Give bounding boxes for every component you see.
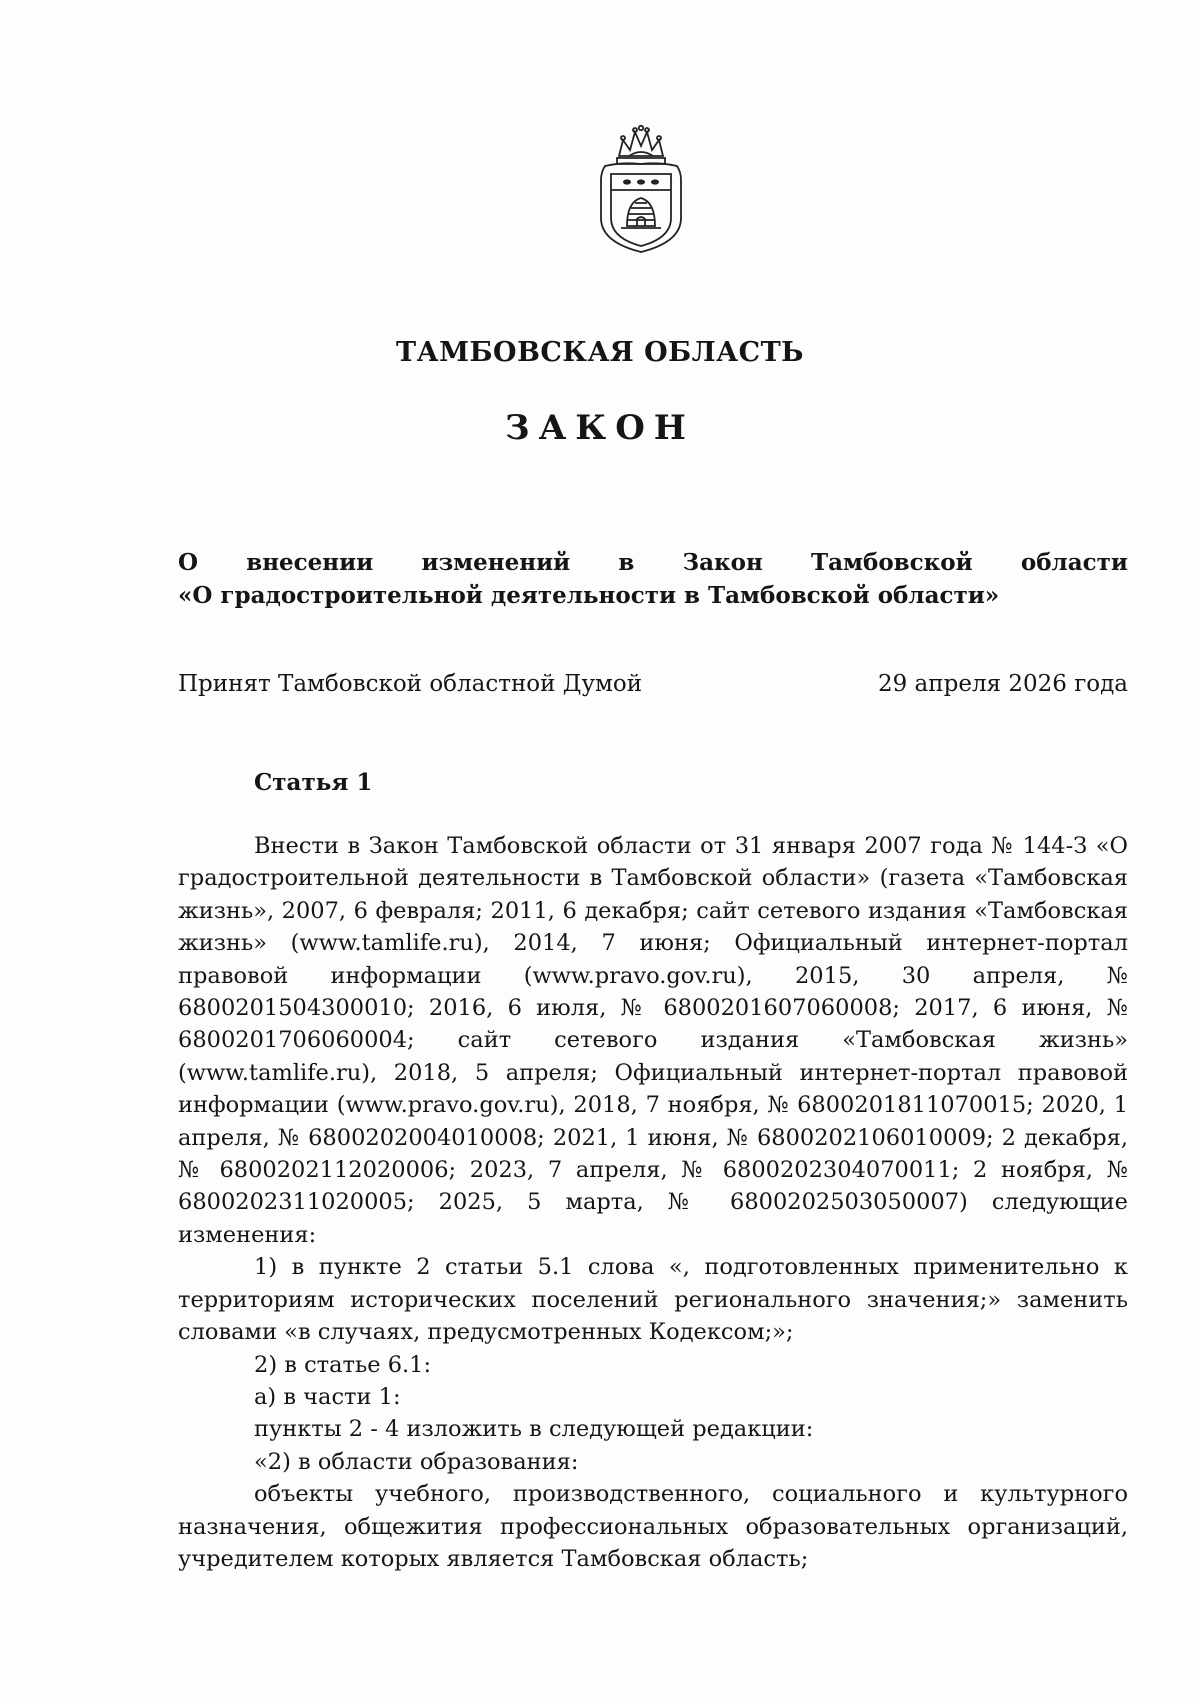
law-title-word: в [618, 549, 635, 576]
document-type-heading: ЗАКОН [505, 408, 695, 448]
article-heading: Статья 1 [254, 769, 373, 796]
article-paragraph: пункты 2 - 4 изложить в следующей редакции: [254, 1416, 814, 1443]
article-paragraph: 1) в пункте 2 статьи 5.1 слова «, подготовленных применительно к территориям исторических поселений регионального значения;» заменить словами «в случаях, предусмотренных Кодексом;»; [178, 1254, 1128, 1346]
law-title-word: изменений [421, 549, 571, 576]
law-title-line-1 [178, 546, 1128, 579]
article-paragraph: 2) в статье 6.1: [254, 1351, 432, 1378]
law-title-word: области [1020, 549, 1128, 576]
law-title-word: Тамбовской [811, 549, 973, 576]
adoption-line [178, 671, 1128, 697]
adoption-date: 29 апреля 2026 года [877, 671, 1128, 697]
article-body [178, 830, 1128, 1575]
law-title-word: внесении [246, 549, 374, 576]
region-heading: ТАМБОВСКАЯ ОБЛАСТЬ [396, 337, 804, 368]
law-title-line-2: «О градостроительной деятельности в Тамбовской области» [178, 582, 1000, 609]
article-paragraph: объекты учебного, производственного, социального и культурного назначения, общежития профессиональных образовательных организаций, учредителем которых является Тамбовская область; [178, 1481, 1128, 1572]
article-paragraph: Внести в Закон Тамбовской области от 31 января 2007 года № 144-З «О градостроительной деятельности в Тамбовской области» (газета «Тамбовская жизнь», 2007, 6 февраля; 2011, 6 декабря; сайт сетевого издания «Тамбовская жизнь» (www.tamlife.ru), 2014, 7 июня; Официальный интернет-портал правовой информации (www.pravo.gov.ru), 2015, 30 апреля, № 6800201504300010; 2016, 6 июля, № 6800201607060008; 2017, 6 июня, № 6800201706060004; сайт сетевого издания «Тамбовская жизнь» (www.tamlife.ru), 2018, 5 апреля; Официальный интернет-портал правовой информации (www.pravo.gov.ru), 2018, 7 ноября, № 6800201811070015; 2020, 1 апреля, № 6800202004010008; 2021, 1 июня, № 6800202106010009; 2 декабря, № 6800202112020006; 2023, 7 апреля, № 6800202304070011; 2 ноября, № 6800202311020005; 2025, 5 марта, № 6800202503050007) следующие изменения: [178, 833, 1128, 1248]
law-title-word: О [178, 549, 199, 576]
adopted-by: Принят Тамбовской областной Думой [178, 671, 643, 697]
article-paragraph: «2) в области образования: [254, 1448, 579, 1475]
law-title [178, 546, 1128, 612]
article-paragraph: а) в части 1: [254, 1383, 401, 1410]
tambov-coat-of-arms-icon [589, 118, 693, 258]
law-title-word: Закон [682, 549, 763, 576]
